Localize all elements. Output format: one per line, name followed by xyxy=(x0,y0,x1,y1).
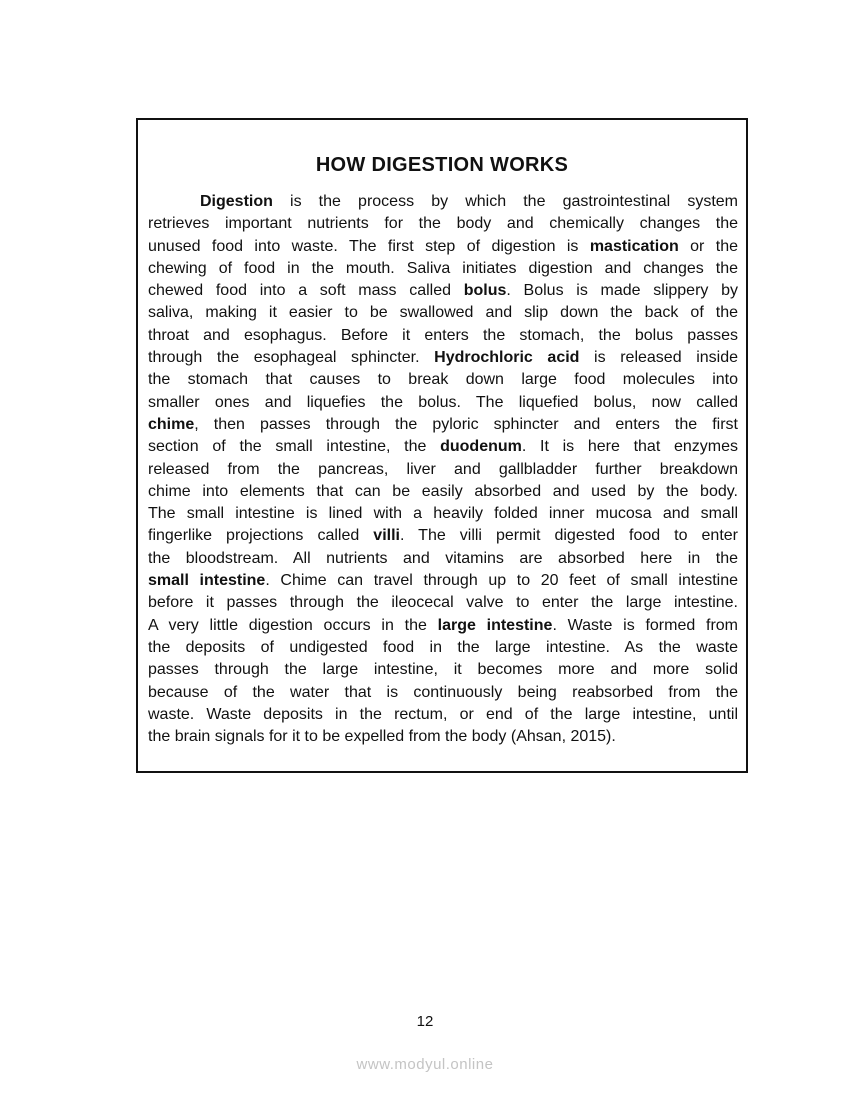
page-title: HOW DIGESTION WORKS xyxy=(315,154,569,176)
bold-term: Digestion xyxy=(200,193,273,210)
text-segment: waste. Waste deposits in the rectum, or end of the large intestine, until xyxy=(148,705,738,723)
text-segment: . Waste is formed from xyxy=(552,616,739,634)
text-line xyxy=(148,280,738,302)
text-line xyxy=(148,369,738,391)
text-line xyxy=(148,392,738,414)
text-line xyxy=(148,302,738,324)
text-line xyxy=(148,414,738,436)
text-line xyxy=(148,592,738,614)
text-segment: because of the water that is continuously being reabsorbed from the xyxy=(148,683,738,701)
text-segment: chime into elements that can be easily absorbed and used by the body. xyxy=(148,482,738,500)
body-paragraph xyxy=(148,191,738,748)
bold-term: large intestine xyxy=(437,616,553,634)
text-segment: the bloodstream. All nutrients and vitamins are absorbed here in the xyxy=(148,549,738,567)
text-line xyxy=(148,726,738,748)
text-line xyxy=(148,548,738,570)
text-line xyxy=(148,704,738,726)
text-line xyxy=(148,481,738,503)
text-line xyxy=(148,637,738,659)
text-line xyxy=(148,325,738,347)
text-segment: fingerlike projections called xyxy=(148,527,374,545)
text-line xyxy=(148,347,738,369)
text-line xyxy=(148,525,738,547)
page-number: 12 xyxy=(416,1013,434,1030)
text-segment: released from the pancreas, liver and gallbladder further breakdown xyxy=(148,460,738,478)
text-segment: . The villi permit digested food to enter xyxy=(399,527,739,545)
text-segment: is released inside xyxy=(579,349,738,367)
bold-term: Hydrochloric acid xyxy=(434,349,580,367)
text-segment: . It is here that enzymes xyxy=(521,438,738,456)
text-segment: before it passes through the ileocecal valve to enter the large intestine. xyxy=(148,594,738,612)
text-line xyxy=(148,682,738,704)
text-segment: throat and esophagus. Before it enters the stomach, the bolus passes xyxy=(148,326,738,344)
content-box xyxy=(136,118,748,773)
text-line xyxy=(148,258,738,280)
bold-term: chime xyxy=(148,415,195,433)
text-segment: the deposits of undigested food in the large intestine. As the waste xyxy=(148,638,738,656)
bold-term: bolus xyxy=(463,282,507,300)
text-segment: . Bolus is made slippery by xyxy=(506,282,738,300)
text-segment: A very little digestion occurs in the xyxy=(148,616,438,634)
text-segment: retrieves important nutrients for the body and chemically changes the xyxy=(148,215,738,233)
text-segment: The small intestine is lined with a heavily folded inner mucosa and small xyxy=(148,505,738,523)
text-segment: the stomach that causes to break down large food molecules into xyxy=(148,371,738,389)
text-line xyxy=(148,436,738,458)
bold-term: villi xyxy=(373,527,400,545)
bold-term: duodenum xyxy=(440,438,522,456)
text-segment: through the esophageal sphincter. xyxy=(148,349,435,367)
text-segment: . Chime can travel through up to 20 feet of small intestine xyxy=(265,572,738,590)
text-segment: saliva, making it easier to be swallowed and slip down the back of the xyxy=(148,304,738,322)
text-line xyxy=(148,191,738,213)
text-segment: section of the small intestine, the xyxy=(148,438,441,456)
text-segment: chewed food into a soft mass called xyxy=(148,282,464,300)
text-line xyxy=(148,570,738,592)
text-line xyxy=(148,213,738,235)
text-segment: is the process by which the gastrointestinal system xyxy=(272,193,738,210)
text-segment: the brain signals for it to be expelled from the body (Ahsan, 2015). xyxy=(148,728,616,746)
text-line xyxy=(148,615,738,637)
text-line xyxy=(148,659,738,681)
text-segment: chewing of food in the mouth. Saliva initiates digestion and changes the xyxy=(148,259,738,277)
text-segment: unused food into waste. The first step of digestion is xyxy=(148,237,590,255)
text-segment: smaller ones and liquefies the bolus. The liquefied bolus, now called xyxy=(148,393,738,411)
text-segment: passes through the large intestine, it becomes more and more solid xyxy=(148,661,738,679)
text-segment: , then passes through the pyloric sphincter and enters the first xyxy=(194,415,738,433)
bold-term: mastication xyxy=(589,237,679,255)
watermark: www.modyul.online xyxy=(356,1056,494,1073)
text-line xyxy=(148,459,738,481)
text-line xyxy=(148,236,738,258)
text-segment: or the xyxy=(678,237,738,255)
text-line xyxy=(148,503,738,525)
bold-term: small intestine xyxy=(148,572,266,590)
